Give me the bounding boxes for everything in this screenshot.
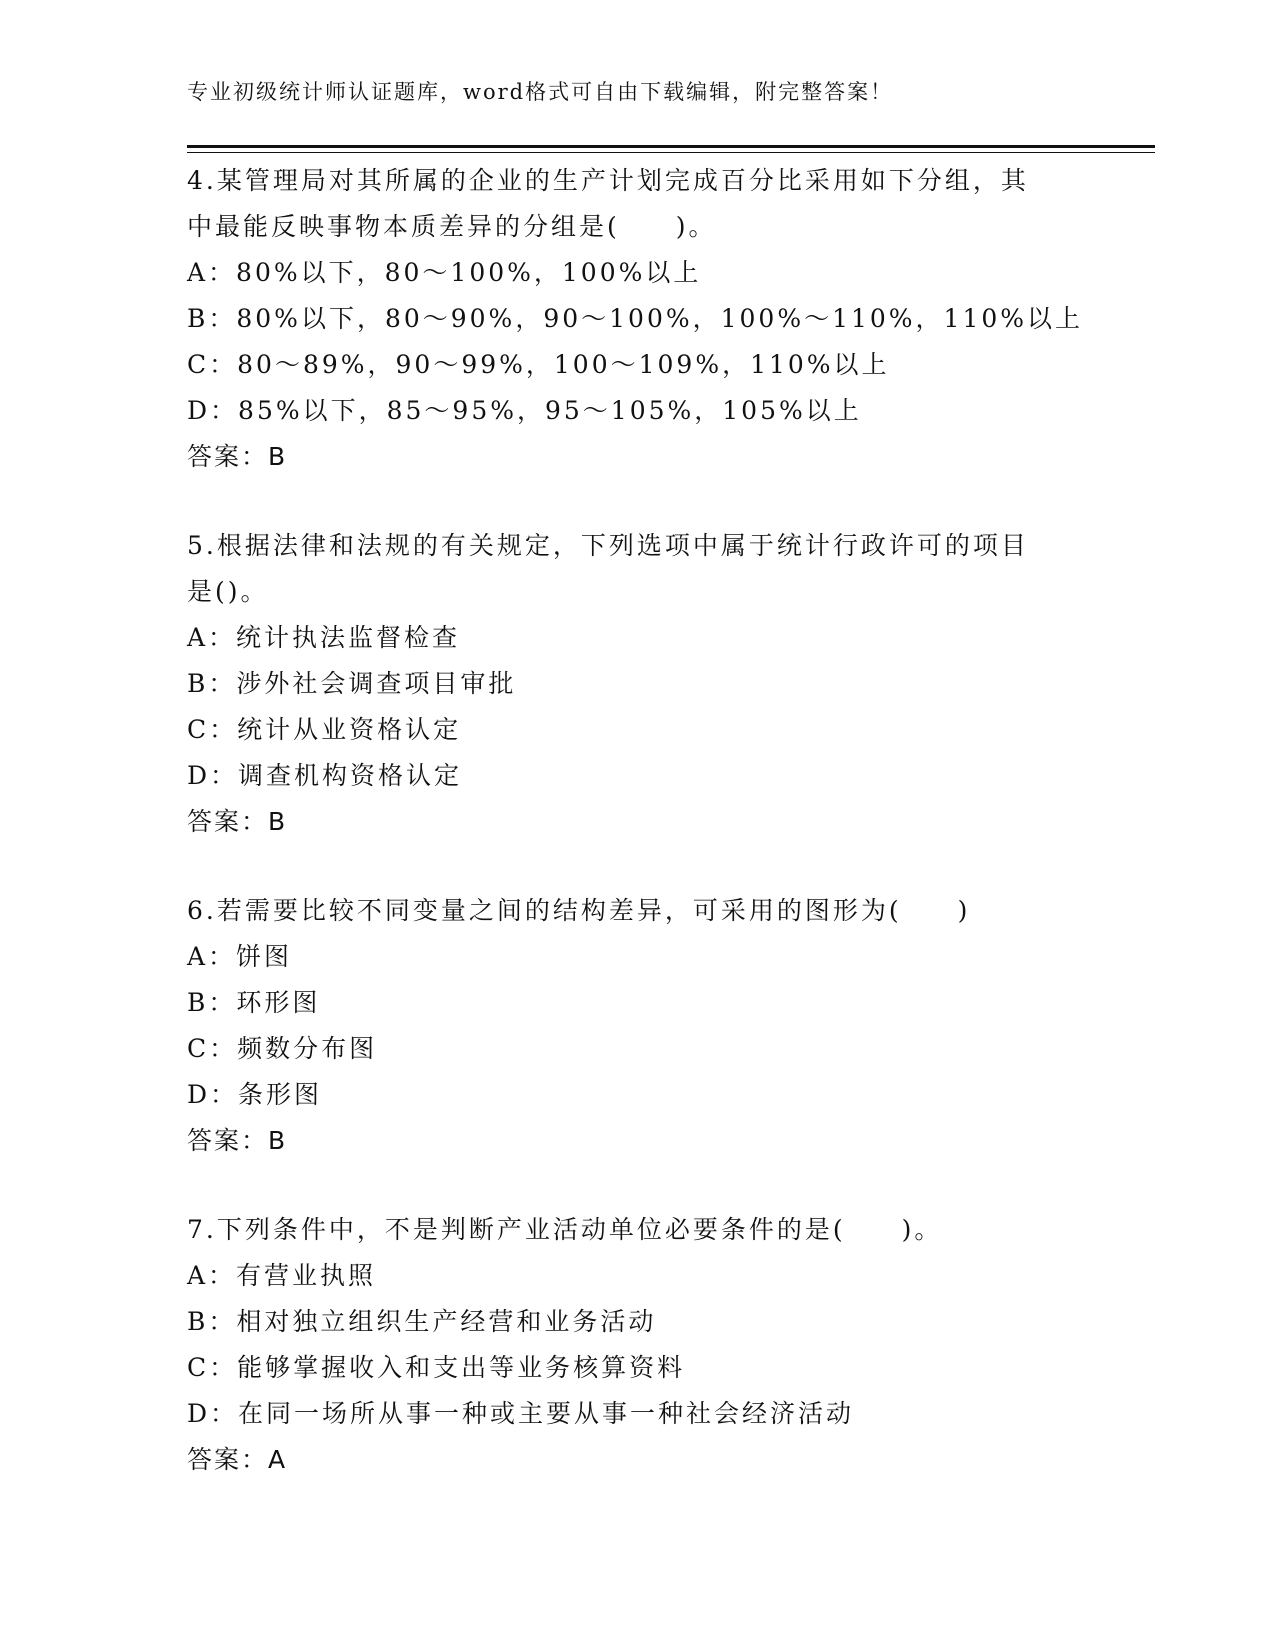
question-text: 4.某管理局对其所属的企业的生产计划完成百分比采用如下分组，其 (187, 166, 1029, 195)
answer-label: 答案： (187, 1445, 269, 1474)
option-a: A：统计执法监督检查 (187, 623, 461, 652)
answer (187, 1437, 1087, 1483)
option-d: D：在同一场所从事一种或主要从事一种社会经济活动 (187, 1399, 855, 1428)
answer (187, 1118, 1087, 1164)
option-b: B：涉外社会调查项目审批 (187, 669, 517, 698)
option-c: C：统计从业资格认定 (187, 715, 462, 744)
option-a: A：80%以下，80～100%，100%以上 (187, 258, 702, 287)
question-5 (187, 523, 1087, 845)
option-b: B：相对独立组织生产经营和业务活动 (187, 1307, 657, 1336)
header-text: 专业初级统计师认证题库，word格式可自由下载编辑，附完整答案！ (187, 80, 894, 104)
option-a: A：饼图 (187, 942, 293, 971)
option-d: D：条形图 (187, 1080, 323, 1109)
answer-value: A (268, 1445, 286, 1474)
question-text: 5.根据法律和法规的有关规定，下列选项中属于统计行政许可的项目 (187, 531, 1029, 560)
question-text: 是()。 (187, 577, 269, 606)
option-d: D：85%以下，85～95%，95～105%，105%以上 (187, 396, 862, 425)
option-c: C：80～89%，90～99%，100～109%，110%以上 (187, 350, 890, 379)
answer (187, 434, 1087, 480)
question-text: 7.下列条件中，不是判断产业活动单位必要条件的是( )。 (187, 1215, 943, 1244)
answer-value: B (268, 807, 286, 836)
question-7 (187, 1207, 1087, 1483)
answer-label: 答案： (187, 807, 269, 836)
answer-value: B (268, 442, 286, 471)
option-b: B：80%以下，80～90%，90～100%，100%～110%，110%以上 (187, 304, 1084, 333)
answer (187, 799, 1087, 845)
question-text: 中最能反映事物本质差异的分组是( )。 (187, 212, 717, 241)
header-rule-thick (187, 145, 1155, 148)
option-b: B：环形图 (187, 988, 321, 1017)
option-d: D：调查机构资格认定 (187, 761, 463, 790)
answer-label: 答案： (187, 1126, 269, 1155)
answer-label: 答案： (187, 442, 269, 471)
question-text: 6.若需要比较不同变量之间的结构差异，可采用的图形为( ) (187, 896, 971, 925)
header-rule-thin (187, 152, 1155, 153)
option-a: A：有营业执照 (187, 1261, 377, 1290)
option-c: C：能够掌握收入和支出等业务核算资料 (187, 1353, 686, 1382)
question-list (187, 158, 1087, 1526)
question-4 (187, 158, 1087, 480)
question-6 (187, 888, 1087, 1164)
option-c: C：频数分布图 (187, 1034, 378, 1063)
answer-value: B (268, 1126, 286, 1155)
